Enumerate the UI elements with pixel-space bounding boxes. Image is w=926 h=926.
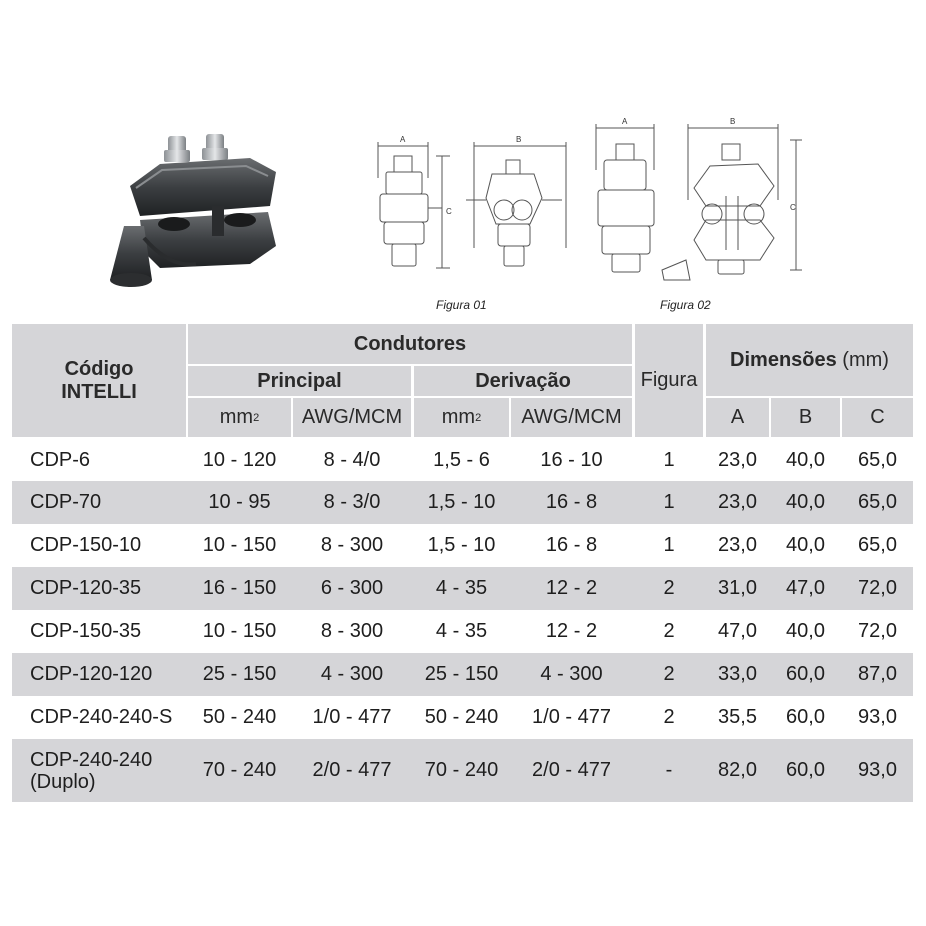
cell-principal-mm2: 25 - 150 — [202, 663, 277, 685]
cell-code: CDP-240-240-S — [30, 706, 173, 728]
figure-01-caption: Figura 01 — [436, 298, 487, 312]
cell-figura: - — [665, 759, 673, 781]
cell-dim-a: 23,0 — [718, 491, 757, 513]
cell-figura: 2 — [663, 706, 675, 728]
cell-derivacao-mm2: 70 - 240 — [424, 759, 499, 781]
cell-dim-c: 65,0 — [858, 491, 897, 513]
cell-code-line1: CDP-240-240 — [30, 748, 153, 771]
table-row — [12, 524, 913, 567]
table-row — [12, 481, 913, 524]
cell-dim-c: 65,0 — [858, 448, 897, 471]
cell-dim-a: 31,0 — [718, 577, 757, 599]
header-principal-mm2: mm 2 — [188, 398, 291, 437]
cell-dim-b: 40,0 — [786, 448, 825, 471]
cell-code: CDP-120-120 — [30, 663, 153, 685]
cell-derivacao-mm2: 4 - 35 — [435, 577, 488, 599]
cell-dim-b: 40,0 — [786, 534, 825, 556]
table-row — [12, 610, 913, 653]
cell-principal-awg: 2/0 - 477 — [312, 759, 392, 781]
cell-derivacao-awg: 12 - 2 — [545, 620, 598, 642]
header-condutores: Condutores — [188, 324, 632, 364]
cell-derivacao-awg: 2/0 - 477 — [532, 759, 611, 781]
cell-principal-awg: 1/0 - 477 — [312, 706, 392, 728]
cell-principal-awg: 8 - 300 — [320, 534, 384, 556]
cell-code: CDP-150-35 — [30, 620, 142, 642]
cell-figura: 2 — [663, 577, 675, 599]
cell-principal-awg: 8 - 4/0 — [323, 448, 381, 471]
header-codigo-intelli — [12, 324, 186, 437]
table-row — [12, 653, 913, 696]
header-figura: Figura — [635, 324, 703, 437]
header-dim-b: B — [771, 398, 840, 437]
cell-dim-b: 60,0 — [786, 706, 825, 728]
table-row — [12, 696, 913, 739]
cell-dim-b: 60,0 — [786, 759, 825, 781]
cell-figura: 1 — [663, 534, 675, 556]
cell-dim-c: 72,0 — [858, 620, 897, 642]
cell-derivacao-awg: 4 - 300 — [540, 663, 603, 685]
header-principal-awg: AWG/MCM — [293, 398, 411, 437]
table-row — [12, 567, 913, 610]
cell-principal-awg: 8 - 3/0 — [323, 491, 381, 513]
cell-principal-awg: 4 - 300 — [320, 663, 384, 685]
cell-principal-awg: 8 - 300 — [320, 620, 384, 642]
cell-principal-mm2: 70 - 240 — [202, 759, 277, 781]
header-dimensoes: Dimensões (mm) — [706, 324, 913, 396]
cell-derivacao-awg: 12 - 2 — [545, 577, 598, 599]
figure-02-caption: Figura 02 — [660, 298, 711, 312]
figure-02-dim-b: B — [730, 117, 736, 126]
figure-01-dim-b: B — [516, 135, 522, 144]
cell-derivacao-mm2: 1,5 - 10 — [427, 534, 496, 556]
cell-derivacao-mm2: 4 - 35 — [435, 620, 488, 642]
cell-dim-c: 72,0 — [858, 577, 897, 599]
figure-01-drawing — [370, 128, 570, 288]
header-dim-c: C — [842, 398, 913, 437]
figure-01-dim-c: C — [446, 207, 452, 216]
cell-principal-mm2: 16 - 150 — [202, 577, 277, 599]
cell-derivacao-awg: 1/0 - 477 — [532, 706, 611, 728]
cell-derivacao-mm2: 25 - 150 — [424, 663, 499, 685]
figure-02-drawing — [590, 110, 805, 285]
cell-principal-mm2: 10 - 120 — [202, 448, 277, 471]
cell-dim-c: 87,0 — [858, 663, 897, 685]
connector-product-image — [100, 128, 290, 298]
header-principal: Principal — [188, 366, 411, 396]
cell-figura: 1 — [663, 448, 675, 471]
header-derivacao-awg: AWG/MCM — [511, 398, 632, 437]
cell-dim-a: 23,0 — [718, 448, 757, 471]
cell-derivacao-mm2: 1,5 - 10 — [427, 491, 496, 513]
cell-code-line2: (Duplo) — [30, 770, 96, 793]
cell-dim-b: 40,0 — [786, 620, 825, 642]
cell-dim-c: 65,0 — [858, 534, 897, 556]
figure-02-dim-c: C — [790, 203, 796, 212]
cell-dim-a: 35,5 — [718, 706, 757, 728]
cell-code — [30, 739, 200, 802]
cell-dim-b: 40,0 — [786, 491, 825, 513]
header-derivacao: Derivação — [414, 366, 632, 396]
cell-dim-b: 60,0 — [786, 663, 825, 685]
cell-principal-awg: 6 - 300 — [320, 577, 384, 599]
cell-dim-c: 93,0 — [858, 706, 897, 728]
figure-02-dim-a: A — [622, 117, 628, 126]
cell-figura: 2 — [663, 620, 675, 642]
cell-derivacao-awg: 16 - 8 — [545, 491, 598, 513]
cell-derivacao-mm2: 50 - 240 — [424, 706, 499, 728]
cell-derivacao-mm2: 1,5 - 6 — [433, 448, 490, 471]
table-row — [12, 439, 913, 481]
table-row — [12, 739, 913, 802]
cell-dim-a: 33,0 — [718, 663, 757, 685]
cell-derivacao-awg: 16 - 8 — [545, 534, 598, 556]
figure-01-dim-a: A — [400, 135, 406, 144]
cell-dim-a: 47,0 — [718, 620, 757, 642]
cell-principal-mm2: 10 - 150 — [202, 534, 277, 556]
cell-dim-b: 47,0 — [786, 577, 825, 599]
header-derivacao-mm2: mm 2 — [414, 398, 509, 437]
header-intelli: INTELLI — [61, 380, 137, 403]
cell-derivacao-awg: 16 - 10 — [540, 448, 603, 471]
cell-figura: 2 — [663, 663, 675, 685]
cell-dim-a: 23,0 — [718, 534, 757, 556]
header-dim-a: A — [706, 398, 769, 437]
cell-dim-a: 82,0 — [718, 759, 757, 781]
cell-principal-mm2: 10 - 95 — [208, 491, 271, 513]
cell-figura: 1 — [663, 491, 675, 513]
cell-principal-mm2: 50 - 240 — [202, 706, 277, 728]
cell-principal-mm2: 10 - 150 — [202, 620, 277, 642]
header-codigo: Código — [64, 357, 134, 380]
cell-code: CDP-150-10 — [30, 534, 142, 556]
cell-code: CDP-70 — [30, 491, 102, 513]
cell-code: CDP-120-35 — [30, 577, 142, 599]
cell-dim-c: 93,0 — [858, 759, 897, 781]
cell-code: CDP-6 — [30, 448, 91, 471]
